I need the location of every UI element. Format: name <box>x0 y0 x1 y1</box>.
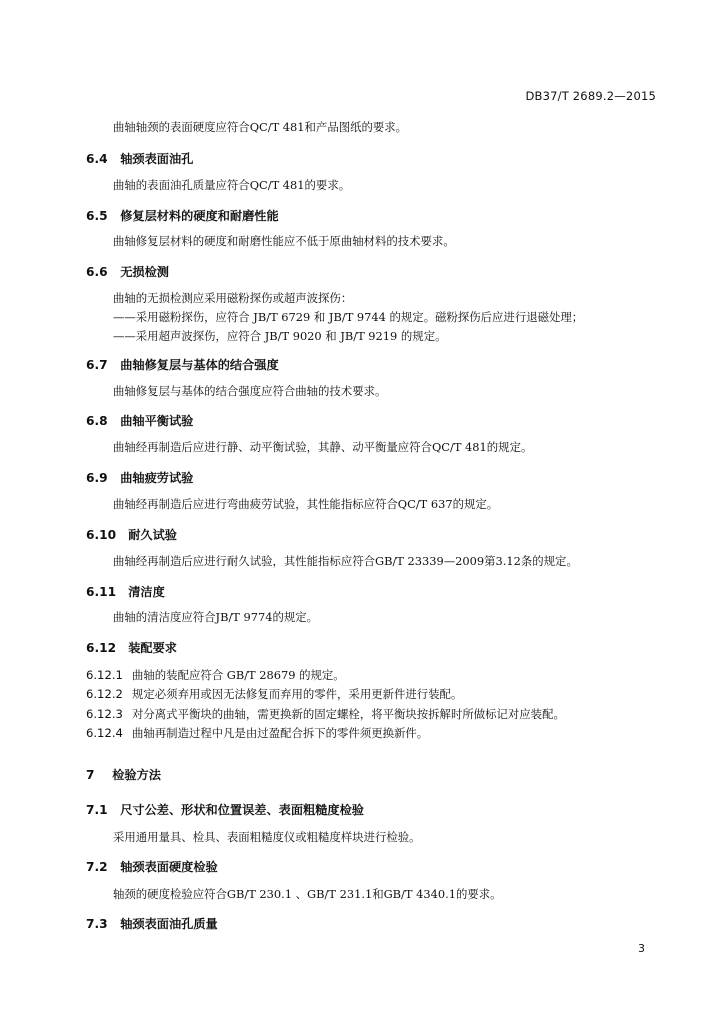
section-7-1-paragraph: 采用通用量具、检具、表面粗糙度仪或粗糙度样块进行检验。 <box>113 830 421 844</box>
section-title: 曲轴平衡试验 <box>120 414 194 428</box>
subclause-text: 规定必须弃用或因无法修复而弃用的零件，采用更新件进行装配。 <box>132 687 463 701</box>
section-6-8-heading <box>86 412 193 429</box>
section-6-6-paragraph: 曲轴的无损检测应采用磁粉探伤或超声波探伤： <box>113 291 353 305</box>
section-number: 6.4 <box>86 152 108 166</box>
subclause-number: 6.12.3 <box>86 707 123 721</box>
section-number: 6.7 <box>86 358 108 372</box>
section-6-6-list-item: ——采用超声波探伤，应符合 JB/T 9020 和 JB/T 9219 的规定。 <box>113 329 447 343</box>
section-title: 尺寸公差、形状和位置误差、表面粗糙度检验 <box>120 803 364 817</box>
subclause-number: 6.12.2 <box>86 687 123 701</box>
section-title: 轴颈表面油孔 <box>120 152 194 166</box>
section-6-9-paragraph: 曲轴经再制造后应进行弯曲疲劳试验，其性能指标应符合QC/T 637的规定。 <box>113 497 499 511</box>
section-6-7-heading <box>86 356 279 373</box>
section-number: 6.11 <box>86 585 117 599</box>
subclause-6-12-3 <box>86 706 565 722</box>
subclause-text: 曲轴再制造过程中凡是由过盈配合拆下的零件须更换新件。 <box>132 726 429 740</box>
section-number: 6.10 <box>86 528 117 542</box>
section-title: 装配要求 <box>128 641 177 655</box>
section-7-2-paragraph: 轴颈的硬度检验应符合GB/T 230.1 、GB/T 231.1和GB/T 4340.1的要求。 <box>113 887 502 901</box>
subclause-6-12-1 <box>86 667 345 683</box>
section-title: 曲轴修复层与基体的结合强度 <box>120 358 279 372</box>
section-6-9-heading <box>86 469 193 486</box>
section-6-6-list-item: ——采用磁粉探伤，应符合 JB/T 6729 和 JB/T 9744 的规定。磁粉探伤后应进行退磁处理； <box>113 310 584 324</box>
chapter-number: 7 <box>86 768 95 782</box>
subclause-number: 6.12.4 <box>86 726 123 740</box>
section-title: 无损检测 <box>120 265 169 279</box>
section-title: 耐久试验 <box>128 528 177 542</box>
section-6-4-heading <box>86 150 193 167</box>
section-7-2-heading <box>86 858 218 875</box>
section-6-10-heading <box>86 526 177 543</box>
chapter-title: 检验方法 <box>112 768 161 782</box>
section-6-10-paragraph: 曲轴经再制造后应进行耐久试验，其性能指标应符合GB/T 23339—2009第3.12条的规定。 <box>113 554 578 568</box>
section-title: 曲轴疲劳试验 <box>120 471 194 485</box>
section-number: 6.9 <box>86 471 108 485</box>
subclause-number: 6.12.1 <box>86 668 123 682</box>
section-6-5-heading <box>86 207 279 224</box>
section-number: 7.2 <box>86 860 108 874</box>
section-6-7-paragraph: 曲轴修复层与基体的结合强度应符合曲轴的技术要求。 <box>113 384 387 398</box>
document-code-header: DB37/T 2689.2—2015 <box>525 89 656 103</box>
section-number: 6.5 <box>86 209 108 223</box>
section-6-6-heading <box>86 263 169 280</box>
section-7-1-heading <box>86 801 364 818</box>
section-7-3-heading <box>86 915 218 932</box>
section-6-11-heading <box>86 583 165 600</box>
section-title: 轴颈表面硬度检验 <box>120 860 218 874</box>
section-6-11-paragraph: 曲轴的清洁度应符合JB/T 9774的规定。 <box>113 610 319 624</box>
subclause-6-12-4 <box>86 725 428 741</box>
section-6-8-paragraph: 曲轴经再制造后应进行静、动平衡试验，其静、动平衡量应符合QC/T 481的规定。 <box>113 440 533 454</box>
section-number: 6.6 <box>86 265 108 279</box>
subclause-text: 对分离式平衡块的曲轴，需更换新的固定螺栓，将平衡块按拆解时所做标记对应装配。 <box>132 707 565 721</box>
section-title: 清洁度 <box>128 585 165 599</box>
section-title: 轴颈表面油孔质量 <box>120 917 218 931</box>
page-number: 3 <box>638 942 645 955</box>
section-6-12-heading <box>86 639 177 656</box>
section-number: 6.8 <box>86 414 108 428</box>
section-number: 7.3 <box>86 917 108 931</box>
section-title: 修复层材料的硬度和耐磨性能 <box>120 209 279 223</box>
section-number: 6.12 <box>86 641 117 655</box>
section-6-4-paragraph: 曲轴的表面油孔质量应符合QC/T 481的要求。 <box>113 178 351 192</box>
section-number: 7.1 <box>86 803 108 817</box>
subclause-6-12-2 <box>86 686 462 702</box>
subclause-text: 曲轴的装配应符合 GB/T 28679 的规定。 <box>132 668 345 682</box>
intro-paragraph: 曲轴轴颈的表面硬度应符合QC/T 481和产品图纸的要求。 <box>113 120 408 134</box>
chapter-7-heading <box>86 766 161 783</box>
section-6-5-paragraph: 曲轴修复层材料的硬度和耐磨性能应不低于原曲轴材料的技术要求。 <box>113 234 455 248</box>
